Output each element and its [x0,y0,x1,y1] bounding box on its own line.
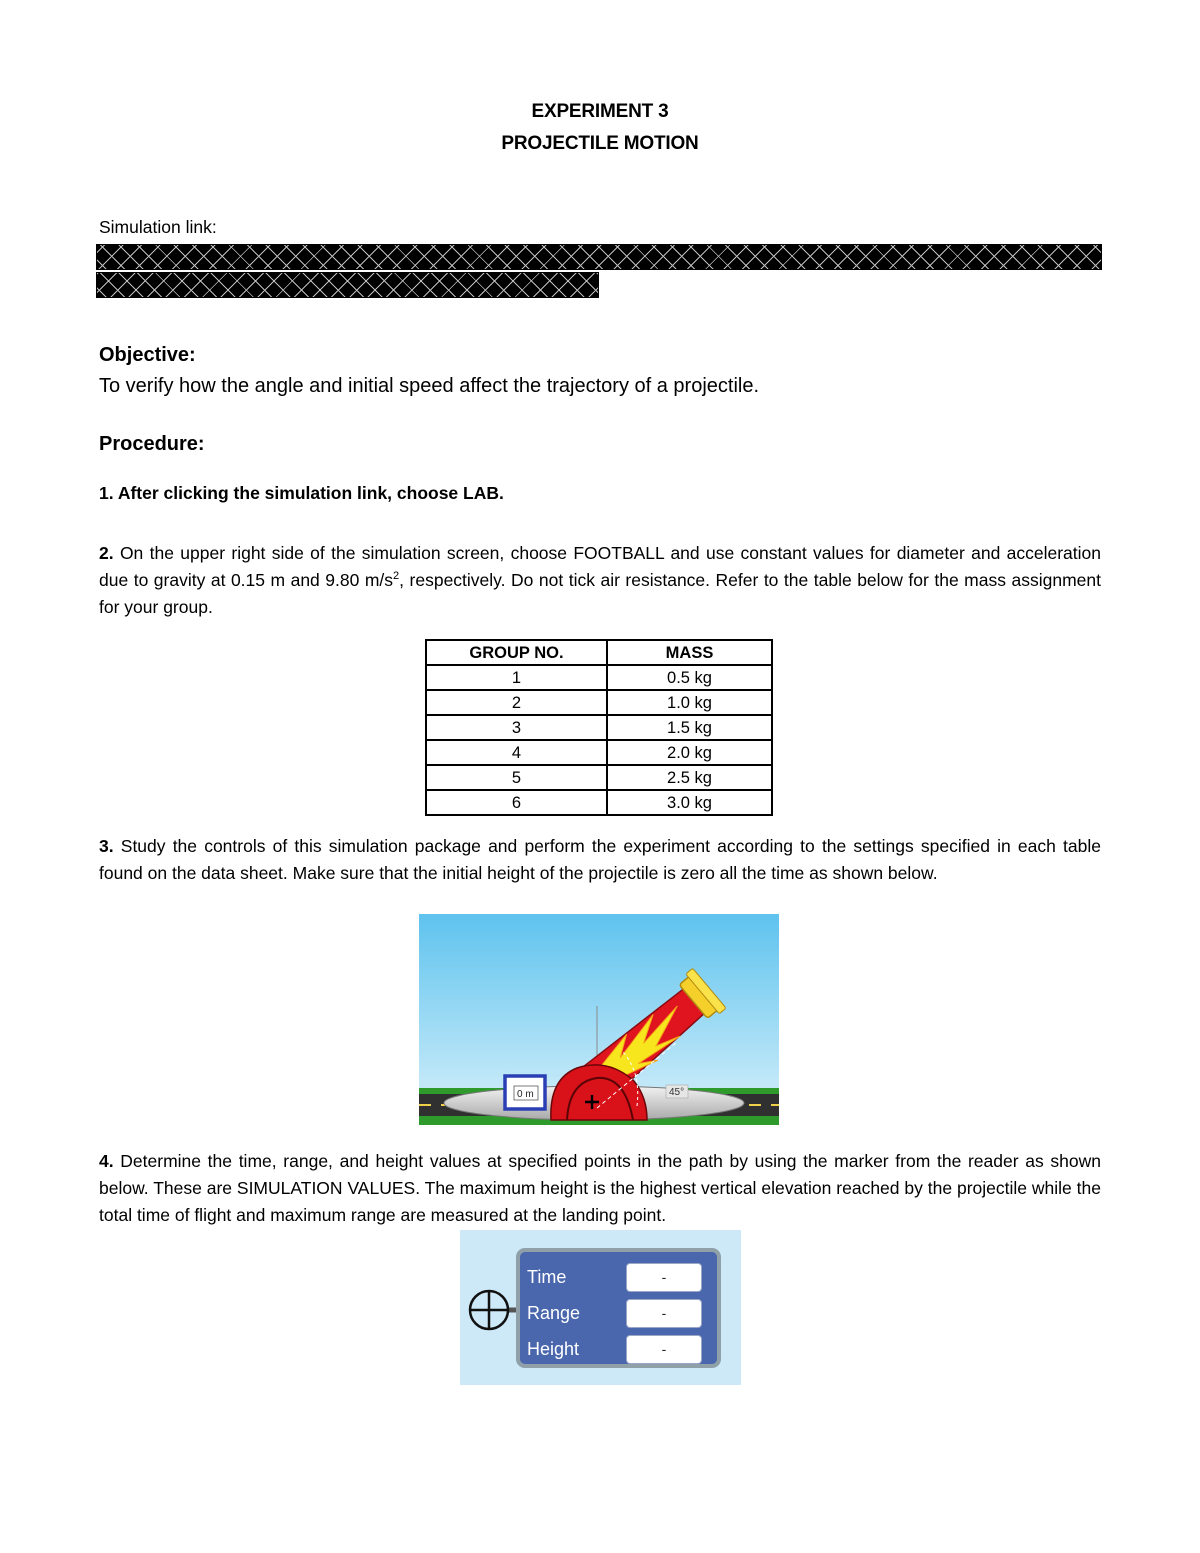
redacted-link-line-1 [96,244,1102,270]
mass-cell: 3.0 kg [607,790,772,815]
step-4-number: 4. [99,1151,114,1171]
step-2-superscript: 2 [393,570,400,583]
group-cell: 3 [426,715,607,740]
table-row [426,765,772,790]
step-1-text: After clicking the simulation link, choose LAB. [113,483,504,503]
page-subtitle: PROJECTILE MOTION [501,133,699,154]
step-3-number: 3. [99,836,114,856]
objective-text: To verify how the angle and initial speed affect the trajectory of a projectile. [99,375,760,397]
cannon-svg [419,914,779,1125]
group-cell: 4 [426,740,607,765]
mass-cell: 2.5 kg [607,765,772,790]
mass-assignment-table [425,639,773,816]
reader-range-label: Range [527,1303,581,1323]
reader-height-label: Height [527,1339,580,1359]
procedure-step-4 [99,1148,1101,1229]
objective-heading: Objective: [99,344,196,366]
step-3-text: Study the controls of this simulation package and perform the experiment according to the settings specified in each table found on the data sheet. Make sure that the initial height of the projectile is zero all the time as shown below. [99,836,1101,883]
step-4-text: Determine the time, range, and height values at specified points in the path by using the marker from the reader as shown below. These are SIMULATION VALUES. The maximum height is the highest vertical elevation reached by the projectile while the total time of flight and maximum range are measured at the landing point. [99,1151,1101,1225]
group-cell: 5 [426,765,607,790]
table-header-mass: MASS [607,640,772,665]
step-2-text-b: , respectively. Do not tick air resistance. Refer to the table below for the mass assignment for your group. [99,570,1101,617]
table-header-group: GROUP NO. [426,640,607,665]
mass-cell: 2.0 kg [607,740,772,765]
table-header-row [426,640,772,665]
group-cell: 1 [426,665,607,690]
mass-cell: 1.5 kg [607,715,772,740]
height-label: 0 m [517,1089,534,1100]
table-row [426,790,772,815]
table-row [426,690,772,715]
page-title: EXPERIMENT 3 [531,101,669,122]
reader-illustration [460,1230,741,1385]
simulation-link-label: Simulation link: [99,217,217,237]
procedure-step-3 [99,833,1101,887]
cannon-illustration [419,914,779,1125]
table-row [426,715,772,740]
mass-cell: 1.0 kg [607,690,772,715]
reader-range-value: - [626,1299,702,1328]
table-row [426,740,772,765]
table-row [426,665,772,690]
group-cell: 2 [426,690,607,715]
step-2-text-a: On the upper right side of the simulation screen, choose FOOTBALL and use constant values for diameter and acceleration due to gravity at 0.15 m and 9.80 m/s [99,543,1101,590]
step-1-number: 1. [99,483,114,503]
redacted-link-line-2 [96,272,599,298]
procedure-step-1 [99,480,504,507]
procedure-step-2 [99,540,1101,621]
group-cell: 6 [426,790,607,815]
step-2-number: 2. [99,543,114,563]
reader-time-label: Time [527,1267,567,1287]
angle-label: 45° [669,1087,685,1098]
reader-time-value: - [626,1263,702,1292]
reader-height-value: - [626,1335,702,1364]
procedure-heading: Procedure: [99,433,205,455]
reader-panel[interactable] [516,1248,721,1368]
mass-cell: 0.5 kg [607,665,772,690]
